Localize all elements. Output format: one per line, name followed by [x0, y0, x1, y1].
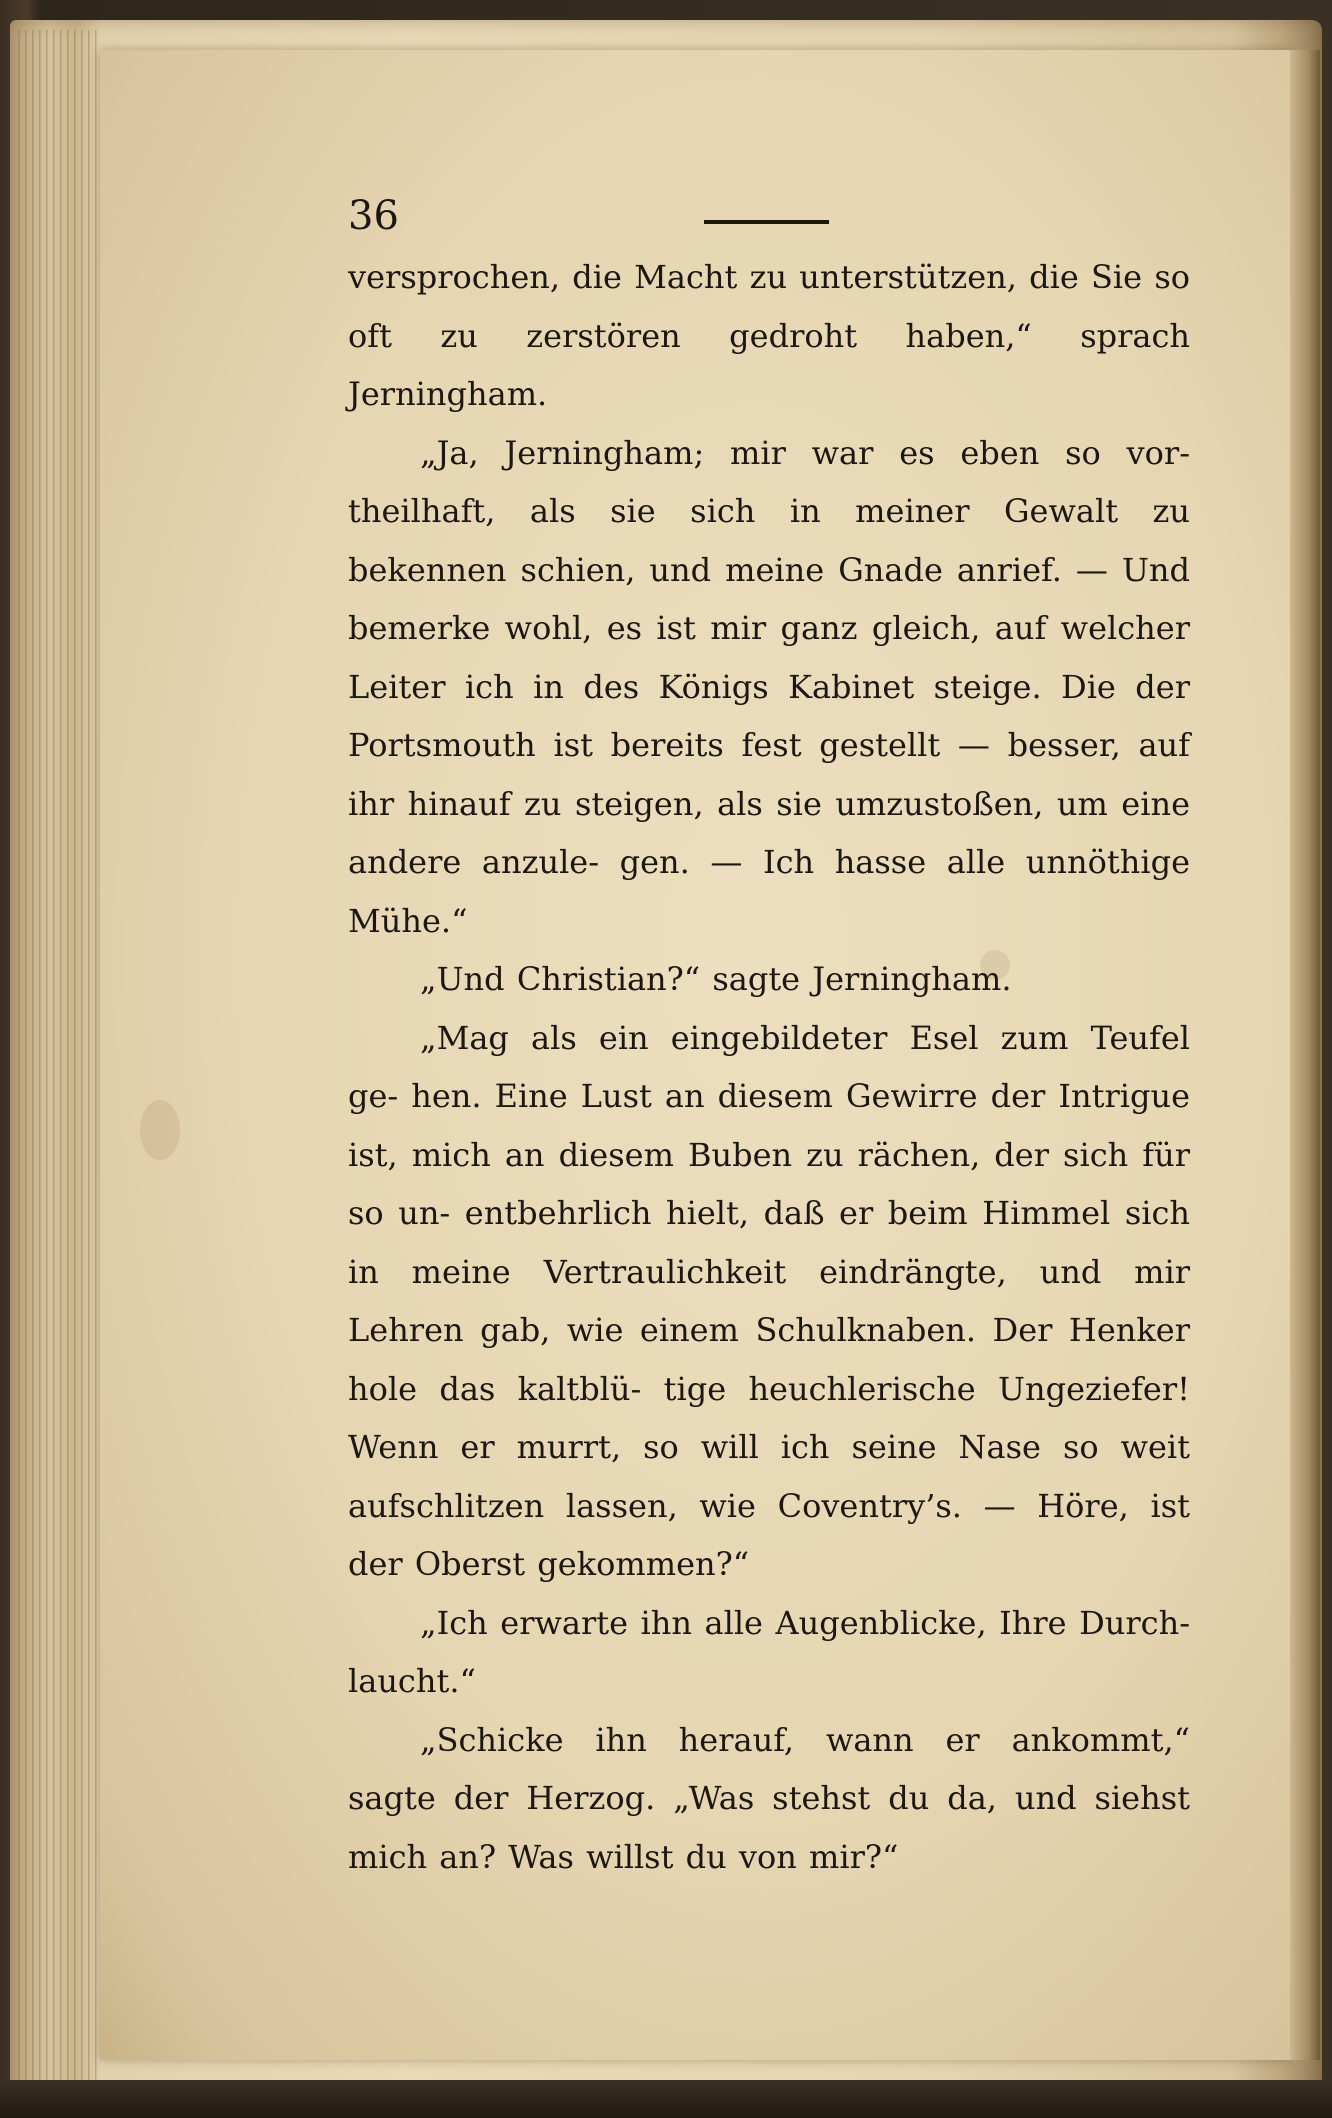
- page-header: [348, 190, 1190, 248]
- paragraph: „Mag als ein eingebildeter Esel zum Teufel ge- hen. Eine Lust an diesem Gewirre der Intrigue ist, mich an diesem Buben zu rächen, der sich für so un- entbehrlich hielt, daß er beim Himmel sich in meine Vertraulichkeit eindrängte, und mir Lehren gab, wie einem Schulknaben. Der Henker hole das kaltblü- tige heuchlerische Ungeziefer! Wenn er murrt, so will ich seine Nase so weit aufschlitzen lassen, wie Coventry’s. — Höre, ist der Oberst gekommen?“: [348, 1018, 1190, 1583]
- paper-stain: [140, 1100, 180, 1160]
- header-rule: [704, 220, 829, 224]
- page-text: [348, 190, 1190, 1886]
- paragraph: versprochen, die Macht zu unterstützen, die Sie so oft zu zerstören gedroht haben,“ sprach Jerningham.: [348, 258, 1190, 413]
- paragraph: „Und Christian?“ sagte Jerningham.: [420, 960, 1012, 998]
- page-edges: [18, 30, 98, 2080]
- paragraph: „Schicke ihn herauf, wann er ankommt,“ sagte der Herzog. „Was stehst du da, und siehst mich an? Was willst du von mir?“: [348, 1720, 1190, 1876]
- paragraph: „Ja, Jerningham; mir war es eben so vor- theilhaft, als sie sich in meiner Gewalt zu bekennen schien, und meine Gnade anrief. — Und bemerke wohl, es ist mir ganz gleich, auf welcher Leiter ich in des Königs Kabinet steige. Die der Portsmouth ist bereits fest gestellt — besser, auf ihr hinauf zu steigen, als sie umzustoßen, um eine andere anzule- gen. — Ich hasse alle unnöthige Mühe.“: [348, 433, 1190, 940]
- paragraph: „Ich erwarte ihn alle Augenblicke, Ihre Durch- laucht.“: [348, 1603, 1190, 1700]
- book-cover-edge: [0, 2080, 1332, 2118]
- page-fold: [1290, 50, 1320, 2060]
- page-number: 36: [348, 193, 399, 239]
